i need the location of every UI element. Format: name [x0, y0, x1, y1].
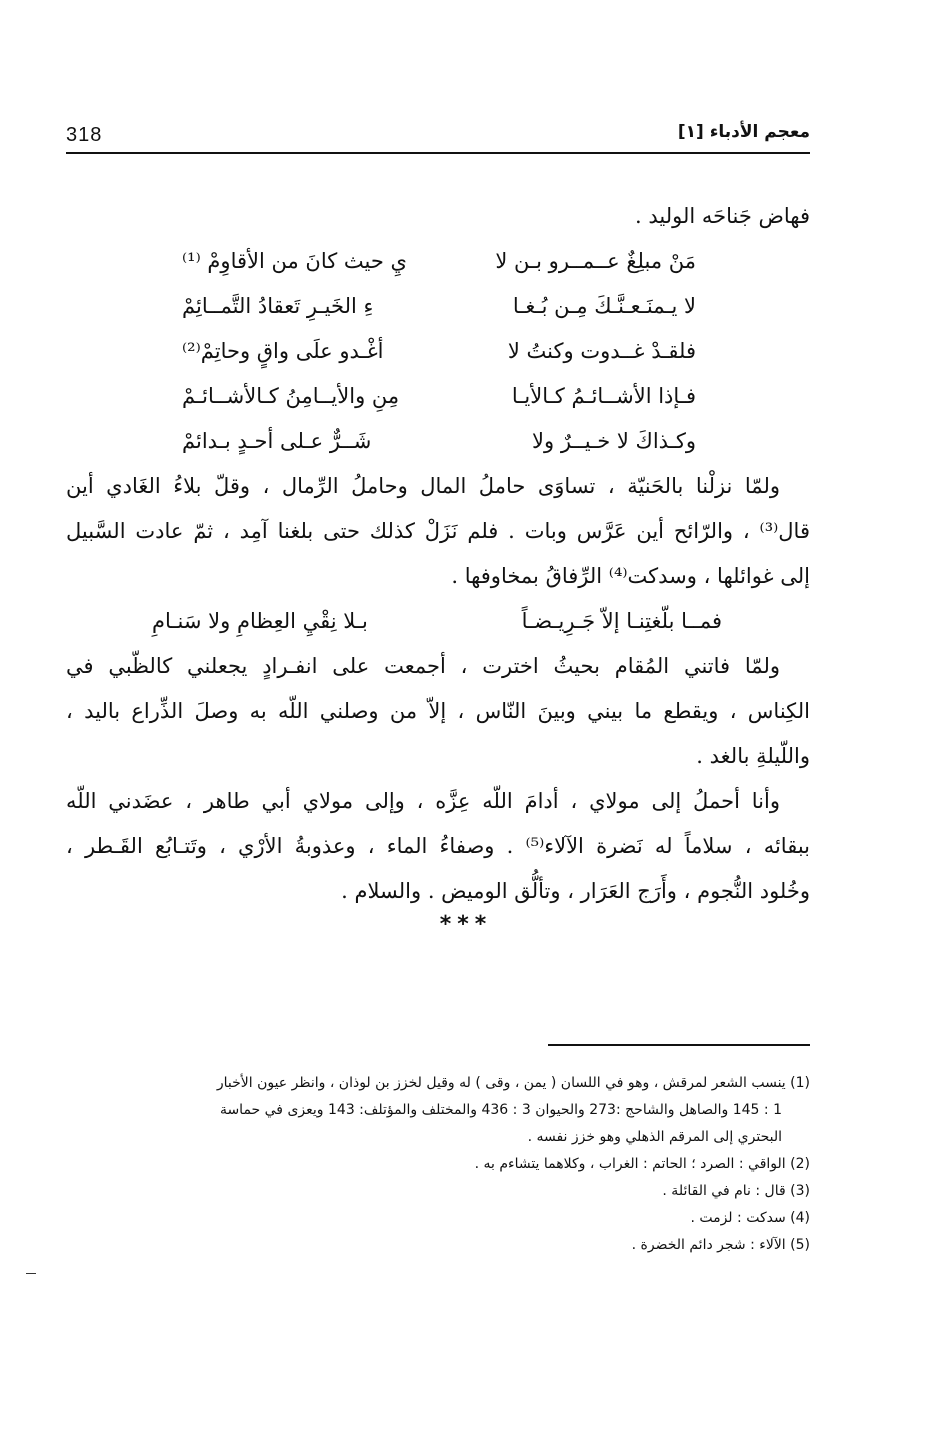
verse-second-hemistich: مِنِ والأيــامِنُ كـالأشــائـمْ [182, 384, 400, 408]
verse-second-hemistich: أغْـدو علَى واقٍ وحاتِمْ⁽²⁾ [182, 339, 384, 363]
paragraph-line: وأنا أحملُ إلى مولاي ، أدامَ اللّه عِزَّه ، وإلى مولاي أبي طاهر ، عضَدني اللّه [66, 789, 780, 813]
verse-first-hemistich: فمــا بلّغتِنـا إلاّ جَـرِيـضـاً [521, 609, 722, 633]
page-number: 318 [66, 124, 103, 146]
verse-line [66, 374, 810, 419]
paragraph-line: الكِناس ، ويقطع ما بيني وبينَ النّاس ، إلاّ من وصلني اللّه به وصلَ الذِّراع باليد ، [66, 699, 810, 723]
verse-second-hemistich: ءِ الخَيـرِ تَعقادُ التَّمــائِمْ [182, 294, 374, 318]
footnote-line: (3) قال : نام في القائلة . [662, 1183, 810, 1199]
footnote-line: (2) الواقي : الصرد ؛ الحاتم : الغراب ، وكلاهما يتشاءم به . [474, 1156, 810, 1172]
paragraph-line: ولمّا فاتني المُقام بحيثُ اخترت ، أجمعت على انفـرادٍ يجعلني كالظّبي في [66, 654, 780, 678]
verse-first-hemistich: وكـذاكَ لا خـيــرٌ ولا [532, 429, 696, 453]
verse-line [66, 239, 810, 284]
paragraph-line: واللّيلةِ بالغد . [696, 744, 810, 768]
verse-line [66, 419, 810, 464]
verse-first-hemistich: فلقـدْ غــدوت وكنتُ لا [507, 339, 696, 363]
paragraph-line: ولمّا نزلْنا بالحَنيّة ، تساوَى حاملُ المال وحاملُ الرِّمال ، وقلّ بلاءُ الغَادي أين [66, 474, 780, 498]
page-header [66, 122, 810, 154]
margin-mark [26, 1273, 36, 1274]
paragraph-line: قال⁽³⁾ ، والرّائح أين عَرَّس وبات . فلم نَزَلْ كذلك حتى بلغنا آمِد ، ثمّ عادت السَّبيل [66, 519, 810, 543]
verse-first-hemistich: مَنْ مبلِغٌ عــمــرو بـن لا [495, 249, 696, 273]
footnote-line: (5) الآلاء : شجر دائم الخضرة . [631, 1237, 810, 1253]
single-verse-line [66, 599, 810, 644]
verse-first-hemistich: لا يـمنَـعـنَّـكَ مِـن بُـغـا [512, 294, 696, 318]
main-text [66, 194, 810, 914]
paragraph-line: ببقائه ، سلاماً له نَضرة الآلاء⁽⁵⁾ . وصفاءُ الماء ، وعذوبةُ الأرْي ، وتَتـابُع القَـطر ، [66, 834, 810, 858]
verse-second-hemistich: بـلا نِقْيِ العِظامِ ولا سَنـامِ [152, 609, 368, 633]
section-separator: *** [439, 912, 493, 937]
verse-line [66, 329, 810, 374]
footnote-line: (1) ينسب الشعر لمرقش ، وهو في اللسان ( يمن ، وقى ) له وقيل لخزز بن لوذان ، وانظر عيون الأخبار [216, 1075, 810, 1091]
footnote-line: 1 : 145 والصاهل والشاحج :273 والحيوان 3 : 436 والمختلف والمؤتلف: 143 ويعزى في حماسة [219, 1102, 782, 1118]
verse-line [66, 284, 810, 329]
footnote-line: البحتري إلى المرقم الذهلي وهو خزز نفسه . [527, 1129, 782, 1145]
verse-second-hemistich: شَــرٌّ عـلى أحـدٍ بـدائمْ [182, 429, 372, 453]
footnote-rule [548, 1044, 810, 1046]
footnotes [66, 1070, 810, 1259]
paragraph-line: وخُلود النُّجوم ، وأَرَج العَرَار ، وتألُّق الوميض . والسلام . [341, 879, 810, 903]
running-title: معجم الأدباء [١] [677, 122, 810, 142]
opening-line: فهاض جَناحَه الوليد . [634, 204, 810, 228]
verse-first-hemistich: فـإذا الأشــائـمُ كـالأيـا [511, 384, 696, 408]
footnote-line: (4) سدكت : لزمت . [690, 1210, 810, 1226]
verse-second-hemistich: يِ حيث كانَ من الأقاوِمْ ⁽¹⁾ [182, 249, 407, 273]
paragraph-line: إلى غوائلها ، وسدكت⁽⁴⁾ الرِّفاقُ بمخاوفها . [451, 564, 810, 588]
